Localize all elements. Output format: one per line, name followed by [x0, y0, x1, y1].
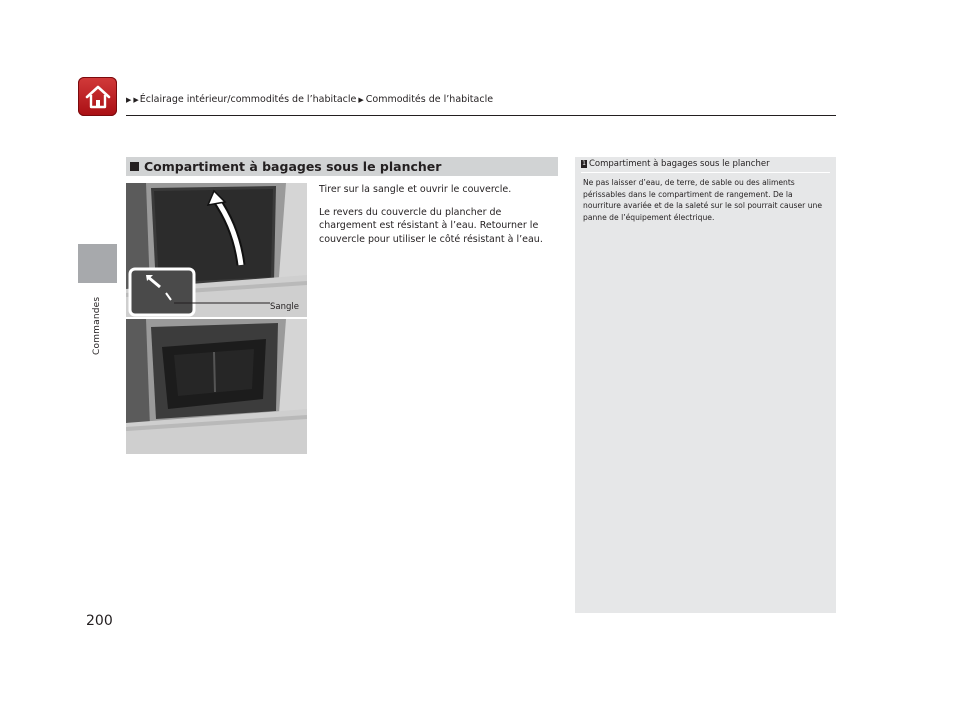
trunk-photo-open [126, 319, 307, 454]
header-divider [126, 115, 836, 116]
instructions [319, 183, 555, 255]
note-number: 1 [582, 160, 586, 167]
triangle-right-icon: ▶ [126, 95, 132, 104]
trunk-photo-closed [126, 183, 307, 317]
note-header [581, 159, 836, 169]
note-text: Ne pas laisser d’eau, de terre, de sable ou des aliments périssables dans le compartiment de rangement. De la nourriture avariée et de la saleté sur le sol pourrait causer une panne de l’équipement électrique. [583, 178, 822, 222]
strap-callout-label: Sangle [270, 302, 299, 312]
breadcrumb-item[interactable]: Commodités de l’habitacle [365, 94, 494, 105]
breadcrumb [126, 94, 493, 105]
triangle-right-icon: ▶ [133, 95, 139, 104]
home-icon [84, 84, 112, 110]
breadcrumb-item[interactable]: Éclairage intérieur/commodités de l’habitacle [139, 94, 357, 105]
instruction-paragraph: Le revers du couvercle du plancher de chargement est résistant à l’eau. Retourner le couvercle pour utiliser le côté résistant à l’eau. [319, 206, 543, 245]
note-divider [581, 172, 830, 173]
chapter-tab[interactable] [78, 244, 117, 283]
side-note [575, 157, 836, 613]
note-title: Compartiment à bagages sous le plancher [589, 159, 770, 169]
section-title: Compartiment à bagages sous le plancher [144, 159, 442, 174]
instruction-paragraph: Tirer sur la sangle et ouvrir le couvercle. [319, 184, 512, 195]
section-header [126, 157, 558, 176]
page-number: 200 [86, 613, 113, 629]
chapter-label: Commandes [92, 297, 102, 356]
square-bullet-icon [130, 162, 139, 171]
triangle-right-icon: ▶ [358, 95, 364, 104]
home-button[interactable] [78, 77, 117, 116]
